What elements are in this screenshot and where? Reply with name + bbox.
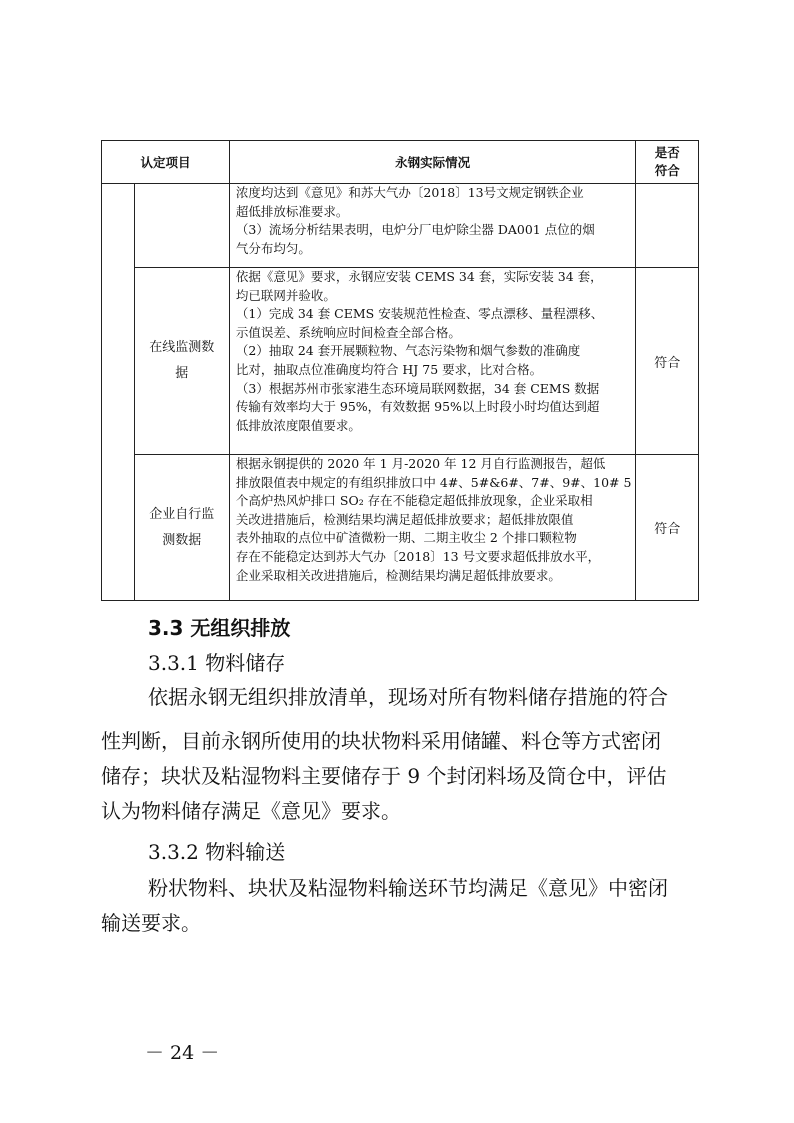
- paragraph-line: 性判断，目前永钢所使用的块状物料采用储罐、料仓等方式密闭: [101, 729, 661, 753]
- description-line: 示值误差、系统响应时间检查全部合格。: [235, 324, 461, 340]
- description-line: 企业采取相关改进措施后，检测结果均满足超低排放要求。: [235, 567, 561, 583]
- table-row: [102, 268, 699, 455]
- description-cell: [229, 268, 636, 455]
- paragraph-line: 认为物料储存满足《意见》要求。: [101, 799, 401, 823]
- page-number: － 24 －: [145, 1042, 220, 1064]
- paragraph-line: 输送要求。: [101, 911, 201, 935]
- description-line: 个高炉热风炉排口 SO₂ 存在不能稳定超低排放现象，企业采取相: [235, 493, 593, 509]
- paragraph-line: 粉状物料、块状及粘湿物料输送环节均满足《意见》中密闭: [148, 876, 668, 900]
- description-line: 比对，抽取点位准确度均符合 HJ 75 要求，比对合格。: [235, 361, 543, 377]
- description-line: 排放限值表中规定的有组织排放口中 4#、5#&6#、7#、9#、10# 5: [235, 474, 632, 490]
- subsection-heading: 3.3.1 物料储存: [148, 651, 286, 675]
- header-conform: 是否 符合: [636, 141, 699, 184]
- section-heading: 3.3 无组织排放: [148, 616, 291, 640]
- table-row: [102, 455, 699, 601]
- group-cell: [102, 184, 135, 601]
- item-cell: 企业自行监 测数据: [134, 455, 229, 601]
- table-row: [102, 184, 699, 268]
- description-line: 依据《意见》要求，永钢应安装 CEMS 34 套，实际安装 34 套，: [235, 269, 603, 284]
- description-line: 根据永钢提供的 2020 年 1 月-2020 年 12 月自行监测报告，超低: [235, 456, 606, 471]
- description-line: 超低排放标准要求。: [235, 203, 349, 219]
- item-cell: [134, 184, 229, 268]
- header-actual: 永钢实际情况: [229, 141, 636, 184]
- description-line: 关改进措施后，检测结果均满足超低排放要求；超低排放限值: [235, 511, 574, 527]
- description-line: 表外抽取的点位中矿渣微粉一期、二期主收尘 2 个排口颗粒物: [235, 530, 577, 546]
- description-line: 浓度均达到《意见》和苏大气办〔2018〕13号文规定钢铁企业: [235, 185, 584, 200]
- description-cell: [229, 184, 636, 268]
- result-cell: 符合: [636, 268, 699, 455]
- result-cell: 符合: [636, 455, 699, 601]
- description-line: （3）根据苏州市张家港生态环境局联网数据，34 套 CEMS 数据: [235, 380, 600, 396]
- subsection-heading: 3.3.2 物料输送: [148, 840, 286, 864]
- description-line: 低排放浓度限值要求。: [235, 417, 361, 433]
- paragraph-line: 储存；块状及粘湿物料主要储存于 9 个封闭料场及筒仓中，评估: [101, 764, 667, 788]
- description-line: 存在不能稳定达到苏大气办〔2018〕13 号文要求超低排放水平，: [235, 548, 601, 564]
- description-line: （2）抽取 24 套开展颗粒物、气态污染物和烟气参数的准确度: [235, 343, 581, 359]
- description-line: 传输有效率均大于 95%，有效数据 95%以上时段小时均值达到超: [235, 399, 600, 415]
- description-line: （3）流场分析结果表明，电炉分厂电炉除尘器 DA001 点位的烟: [235, 222, 595, 238]
- description-line: 气分布均匀。: [235, 240, 311, 256]
- description-line: 均已联网并验收。: [235, 287, 336, 303]
- table-header-row: [102, 141, 699, 184]
- item-cell: 在线监测数 据: [134, 268, 229, 455]
- description-cell: [229, 455, 636, 601]
- paragraph-line: 依据永钢无组织排放清单，现场对所有物料储存措施的符合: [148, 685, 668, 709]
- description-line: （1）完成 34 套 CEMS 安装规范性检查、零点漂移、量程漂移、: [235, 306, 604, 322]
- assessment-table: [101, 140, 699, 601]
- header-item: 认定项目: [102, 141, 230, 184]
- result-cell: [636, 184, 699, 268]
